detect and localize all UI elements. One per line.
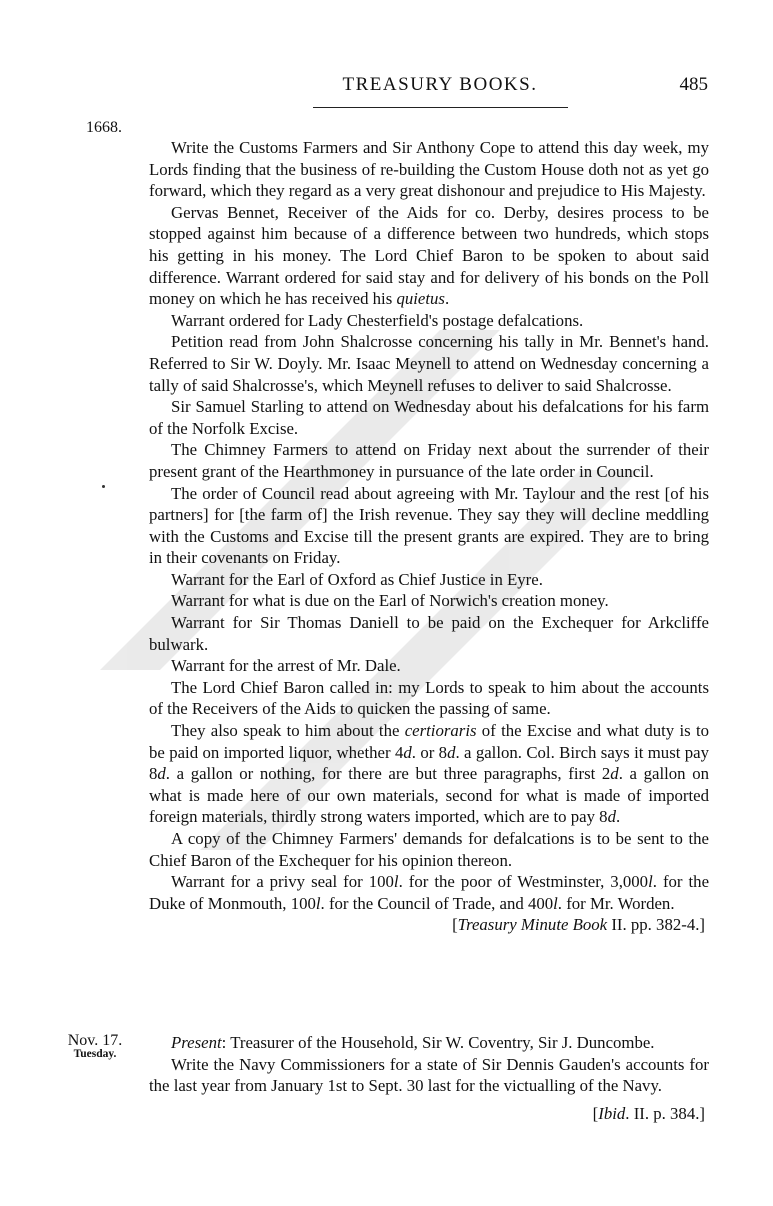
paragraph: Gervas Bennet, Receiver of the Aids for co. Derby, desires process to be stopped against him because of a difference between two hundreds, which stops his getting in his money. The Lord Chief Baron to be spoken to about said difference. Warrant ordered for said stay and for delivery of his bonds on the Poll money on which he has received his quietus. (149, 202, 709, 309)
citation-title: Treasury Minute Book (457, 915, 608, 935)
paragraph: The Lord Chief Baron called in: my Lords to speak to him about the accounts of the Receivers of the Aids to quicken the passing of same. (149, 677, 709, 719)
citation: [Ibid. II. p. 384.] (592, 1103, 705, 1123)
paragraph: Warrant for the arrest of Mr. Dale. (171, 656, 401, 676)
paragraph: Write the Customs Farmers and Sir Anthony Cope to attend this day week, my Lords finding that the business of re-building the Custom House doth not as yet go forward, which they regard as a very great dishonour and prejudice to His Majesty. (149, 138, 709, 201)
paragraph: Warrant for a privy seal for 100l. for the poor of Westminster, 3,000l. for the Duke of Monmouth, 100l. for the Council of Trade, and 400l. for Mr. Worden. (149, 872, 710, 913)
present-label: Present (171, 1033, 222, 1052)
paragraph-list (149, 137, 709, 914)
italic-term: l (648, 872, 653, 892)
page-header (0, 74, 773, 104)
italic-term: d (607, 807, 616, 827)
entry-body (149, 137, 709, 936)
paragraph: Petition read from John Shalcrosse concerning his tally in Mr. Bennet's hand. Referred to Sir W. Doyly. Mr. Isaac Meynell to attend on Wednesday concerning a tally of said Shalcrosse's, which Meynell refuses to deliver to said Shalcrosse. (149, 332, 709, 395)
citation-title: Ibid (598, 1103, 626, 1123)
italic-term: quietus (396, 289, 445, 309)
italic-term: d (157, 764, 166, 784)
paragraph: Warrant ordered for Lady Chesterfield's postage defalcations. (171, 310, 584, 330)
entry-date-day: Nov. 17. (67, 1032, 123, 1049)
paragraph: The order of Council read about agreeing with Mr. Taylour and the rest [of his partners] for [the farm of] the Irish revenue. They say they will decline meddling with the Customs and Excise till the present grants are expired. They are to bring in their covenants on Friday. (149, 483, 709, 568)
present-line: Present: Treasurer of the Household, Sir W. Coventry, Sir J. Duncombe. (171, 1033, 655, 1052)
entry-2-body (149, 1032, 709, 1124)
page-number: 485 (679, 74, 708, 95)
entry-date (62, 1032, 128, 1060)
margin-year: 1668. (86, 119, 122, 136)
paragraph: They also speak to him about the certioraris of the Excise and what duty is to be paid on imported liquor, whether 4d. or 8d. a gallon. Col. Birch says it must pay 8d. a gallon or nothing, for there are but three paragraphs, first 2d. a gallon on what is made here of our own materials, second for what is made of imported foreign materials, thirdly strong waters imported, which are to pay 8d. (149, 721, 709, 827)
italic-term: d (610, 764, 619, 784)
paragraph: Warrant for Sir Thomas Daniell to be paid on the Exchequer for Arkcliffe bulwark. (149, 613, 709, 654)
paragraph: Warrant for what is due on the Earl of Norwich's creation money. (171, 591, 609, 611)
paragraph: The Chimney Farmers to attend on Friday next about the surrender of their present grant of the Hearthmoney in pursuance of the late order in Council. (149, 440, 709, 481)
italic-term: l (553, 893, 558, 913)
stray-mark (102, 485, 105, 488)
entry-date-weekday: Tuesday. (73, 1048, 117, 1060)
running-head: TREASURY BOOKS. (342, 74, 538, 95)
italic-term: d (403, 742, 412, 762)
paragraph: Write the Navy Commissioners for a state of Sir Dennis Gauden's accounts for the last year from January 1st to Sept. 30 last for the victualling of the Navy. (149, 1054, 709, 1096)
paragraph: A copy of the Chimney Farmers' demands for defalcations is to be sent to the Chief Baron of the Exchequer for his opinion thereon. (149, 829, 709, 870)
header-rule (313, 107, 568, 108)
citation: [Treasury Minute Book II. pp. 382-4.] (452, 915, 705, 935)
italic-term: d (447, 742, 456, 762)
paragraph: Warrant for the Earl of Oxford as Chief Justice in Eyre. (171, 569, 543, 589)
italic-term: certioraris (404, 721, 477, 741)
italic-term: l (315, 893, 321, 913)
paragraph: Sir Samuel Starling to attend on Wednesday about his defalcations for his farm of the Norfolk Excise. (149, 397, 709, 438)
italic-term: l (393, 872, 399, 892)
